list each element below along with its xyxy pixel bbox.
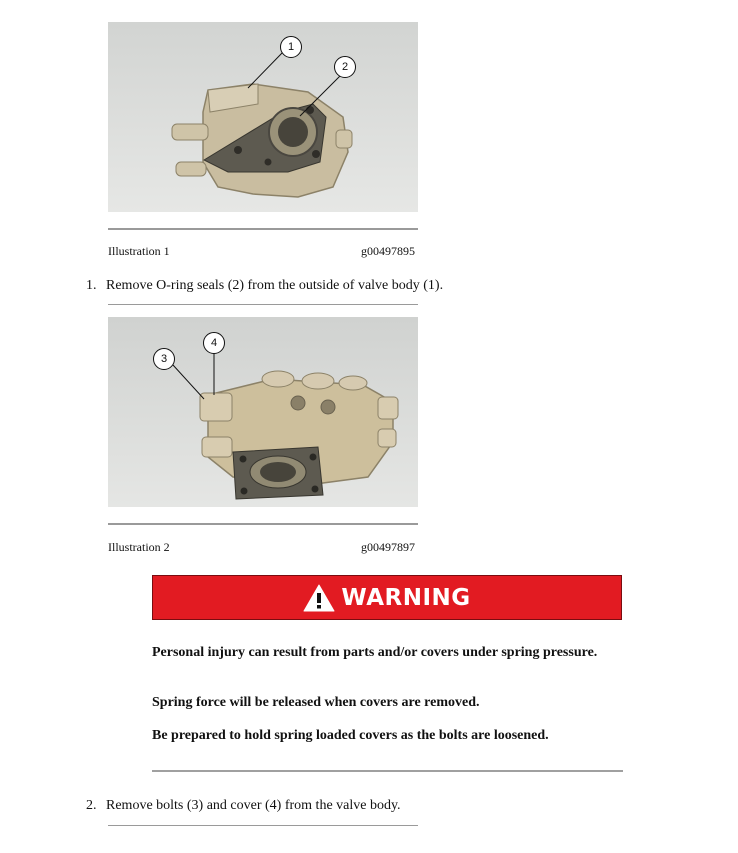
illustration-1-caption: Illustration 1 [108, 244, 170, 258]
illustration-2-caption: Illustration 2 [108, 540, 170, 554]
illustration-1-image [108, 22, 418, 212]
callout-4: 4 [203, 332, 225, 354]
step-2-text: Remove bolts (3) and cover (4) from the valve body. [106, 798, 401, 813]
warning-paragraph-2: Spring force will be released when covers are removed. [152, 695, 480, 710]
callout-1: 1 [280, 36, 302, 58]
illustration-2-rule [108, 523, 418, 525]
illustration-2-image [108, 317, 418, 507]
step-2-rule [108, 825, 418, 826]
warning-title: WARNING [341, 584, 471, 611]
callout-2: 2 [334, 56, 356, 78]
step-1-rule [108, 304, 418, 305]
step-2 [86, 798, 401, 814]
warning-paragraph-3: Be prepared to hold spring loaded covers as the bolts are loosened. [152, 728, 549, 743]
callout-3: 3 [153, 348, 175, 370]
illustration-2-code: g00497897 [361, 540, 415, 554]
illustration-1-code: g00497895 [361, 244, 415, 258]
warning-triangle-icon [303, 583, 335, 613]
warning-paragraph-1: Personal injury can result from parts and/or covers under spring pressure. [152, 645, 598, 660]
warning-banner [152, 575, 622, 620]
step-1-number: 1. [86, 278, 97, 293]
step-2-number: 2. [86, 798, 97, 813]
step-1 [86, 278, 443, 294]
illustration-1-rule [108, 228, 418, 230]
step-1-text: Remove O-ring seals (2) from the outside of valve body (1). [106, 278, 444, 293]
warning-end-rule [152, 770, 623, 772]
